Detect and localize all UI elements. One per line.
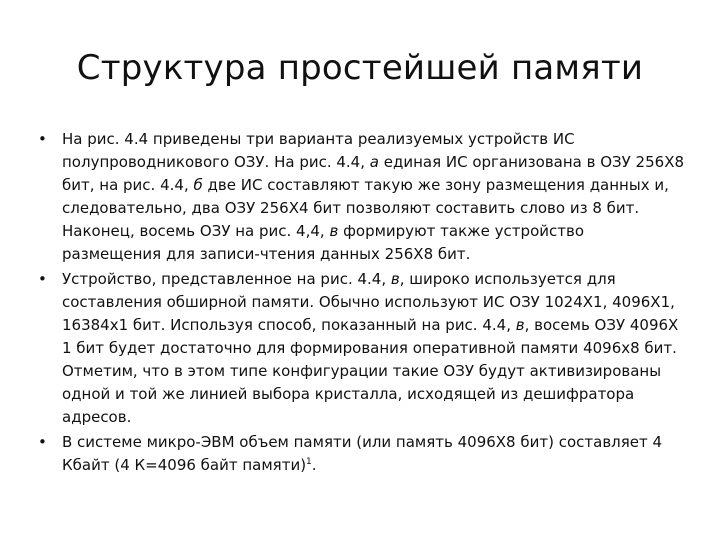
bullet-1-part-7: формируют также устройство размещения для записи-чтения данных 256Х8 бит. <box>62 222 584 263</box>
bullet-dot-icon: • <box>38 130 47 148</box>
bullet-3-part-3: . <box>311 456 317 474</box>
bullet-list <box>38 128 686 477</box>
bullet-1-part-2: а <box>369 153 379 171</box>
bullet-2-part-2: в <box>390 270 400 288</box>
bullet-1-part-3: единая ИС организована в ОЗУ 256Х8 бит, на рис. 4.4, <box>62 153 685 194</box>
bullet-2-part-5: , восемь ОЗУ 4096Х 1 бит будет достаточно для формирования оперативной памяти 4096х8 бит. Отметим, что в этом типе конфигурации такие ОЗУ будут активизированы одной и той же линией выбора кристалла, исходящей из дешифратора адресов. <box>62 316 679 426</box>
slide-content <box>38 128 686 479</box>
bullet-dot-icon: • <box>38 270 47 288</box>
footnote-marker: 1 <box>306 457 312 467</box>
bullet-item-1 <box>38 128 686 266</box>
bullet-1-part-6: в <box>329 222 339 240</box>
bullet-text-3 <box>62 431 686 477</box>
bullet-2-part-3: , широко используется для составления обширной памяти. Обычно используют ИС ОЗУ 1024Х1, 4096Х1, 16384х1 бит. Используя способ, показанный на рис. 4.4, <box>62 270 675 334</box>
slide-title: Структура простейшей памяти <box>76 48 644 88</box>
bullet-3-part-1: В системе микро-ЭВМ объем памяти (или память 4096Х8 бит) составляет 4 Кбайт (4 К=4096 байт памяти) <box>62 433 663 474</box>
bullet-1-part-4: б <box>193 176 203 194</box>
bullet-text-1 <box>62 128 686 266</box>
bullet-item-2 <box>38 268 686 429</box>
bullet-item-3 <box>38 431 686 477</box>
bullet-text-2 <box>62 268 686 429</box>
bullet-2-part-1: Устройство, представленное на рис. 4.4, <box>62 270 391 288</box>
bullet-dot-icon: • <box>38 433 47 451</box>
bullet-1-part-5: две ИС составляют такую же зону размещения данных и, следовательно, два ОЗУ 256Х4 бит позволяют составить слово из 8 бит. Наконец, восемь ОЗУ на рис. 4,4, <box>62 176 669 240</box>
bullet-1-part-1: На рис. 4.4 приведены три варианта реализуемых устройств ИС полупроводникового ОЗУ. На рис. 4.4, <box>62 130 575 171</box>
bullet-2-part-4: в <box>515 316 525 334</box>
